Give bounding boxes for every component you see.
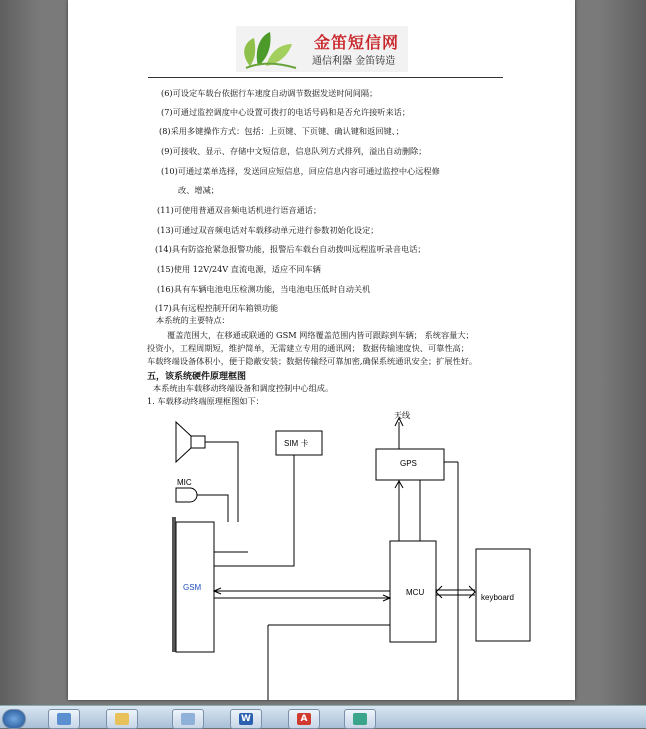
folder-icon[interactable] xyxy=(106,709,138,729)
gsm-label: GSM xyxy=(183,583,202,592)
body-text: 投资小，工程周期短，维护简单，无需建立专用的通讯网； 数据传输速度快、可靠性高； xyxy=(147,343,469,353)
feature-line: (6)可设定车载台依据行车速度自动调节数据发送时间间隔； xyxy=(161,88,378,98)
word-icon[interactable]: W xyxy=(230,709,262,729)
speaker-body xyxy=(191,436,205,448)
feature-line: (9)可接收、显示、存储中文短信息，信息队列方式排列，溢出自动删除； xyxy=(161,146,427,156)
section-text: 本系统的主要特点： xyxy=(156,315,230,325)
sim-label: SIM 卡 xyxy=(284,439,309,448)
feature-line: (11)可使用普通双音频电话机进行语音通话； xyxy=(157,205,322,215)
mcu-label: MCU xyxy=(406,588,425,597)
keyboard-label: keyboard xyxy=(481,593,514,602)
feature-line: (13)可通过双音频电话对车载移动单元进行参数初始化设定； xyxy=(157,225,379,235)
start-icon[interactable] xyxy=(2,709,26,729)
feature-line: (10)可通过菜单选择，发送回应短信息，回应信息内容可通过监控中心远程修 xyxy=(161,166,440,176)
body-text: 本系统由车载移动终端设备和调度控制中心组成。 xyxy=(153,383,334,393)
taskbar xyxy=(0,705,646,728)
app-icon[interactable] xyxy=(344,709,376,729)
pdf-icon[interactable]: A xyxy=(288,709,320,729)
section-heading: 五，该系统硬件原理框图 xyxy=(147,372,247,382)
body-text: 车载终端设备体积小，便于隐蔽安装；数据传输经可靠加密,确保系统通讯安全；扩展性好。 xyxy=(147,356,478,366)
feature-line: (15)使用 12V/24V 直流电源，适应不同车辆 xyxy=(157,264,321,274)
body-text: 覆盖范围大，在移通或联通的 GSM 网络覆盖范围内皆可跟踪到车辆； 系统容量大； xyxy=(167,330,474,340)
gps-label: GPS xyxy=(400,459,417,468)
document-icon[interactable] xyxy=(172,709,204,729)
feature-line: (17)具有远程控制开闭车箱锁功能 xyxy=(155,303,279,313)
speaker-cone xyxy=(176,422,191,462)
feature-line: (14)具有防盗抢紧急报警功能，报警后车载台自动拨叫远程监听录音电话； xyxy=(155,244,426,254)
mic-label: MIC xyxy=(177,478,192,487)
antenna-label: 天线 xyxy=(394,411,410,420)
logo-slogan: 通信利器 金笛铸造 xyxy=(312,56,396,67)
feature-line: (16)具有车辆电池电压检测功能，当电池电压低时自动关机 xyxy=(157,284,371,294)
body-text: 1. 车载移动终端原理框图如下： xyxy=(147,396,264,406)
feature-line: 改、增减； xyxy=(178,185,219,195)
mic-shape xyxy=(176,488,197,502)
feature-line: (8)采用多键操作方式：包括：上页键、下页键、确认键和返回键、； xyxy=(159,126,404,136)
feature-line: (7)可通过监控调度中心设置可拨打的电话号码和是否允许接听来话； xyxy=(161,107,411,117)
block-diagram xyxy=(68,0,575,700)
document-page xyxy=(68,0,575,700)
explorer-icon[interactable] xyxy=(48,709,80,729)
logo-name: 金笛短信网 xyxy=(314,33,400,52)
